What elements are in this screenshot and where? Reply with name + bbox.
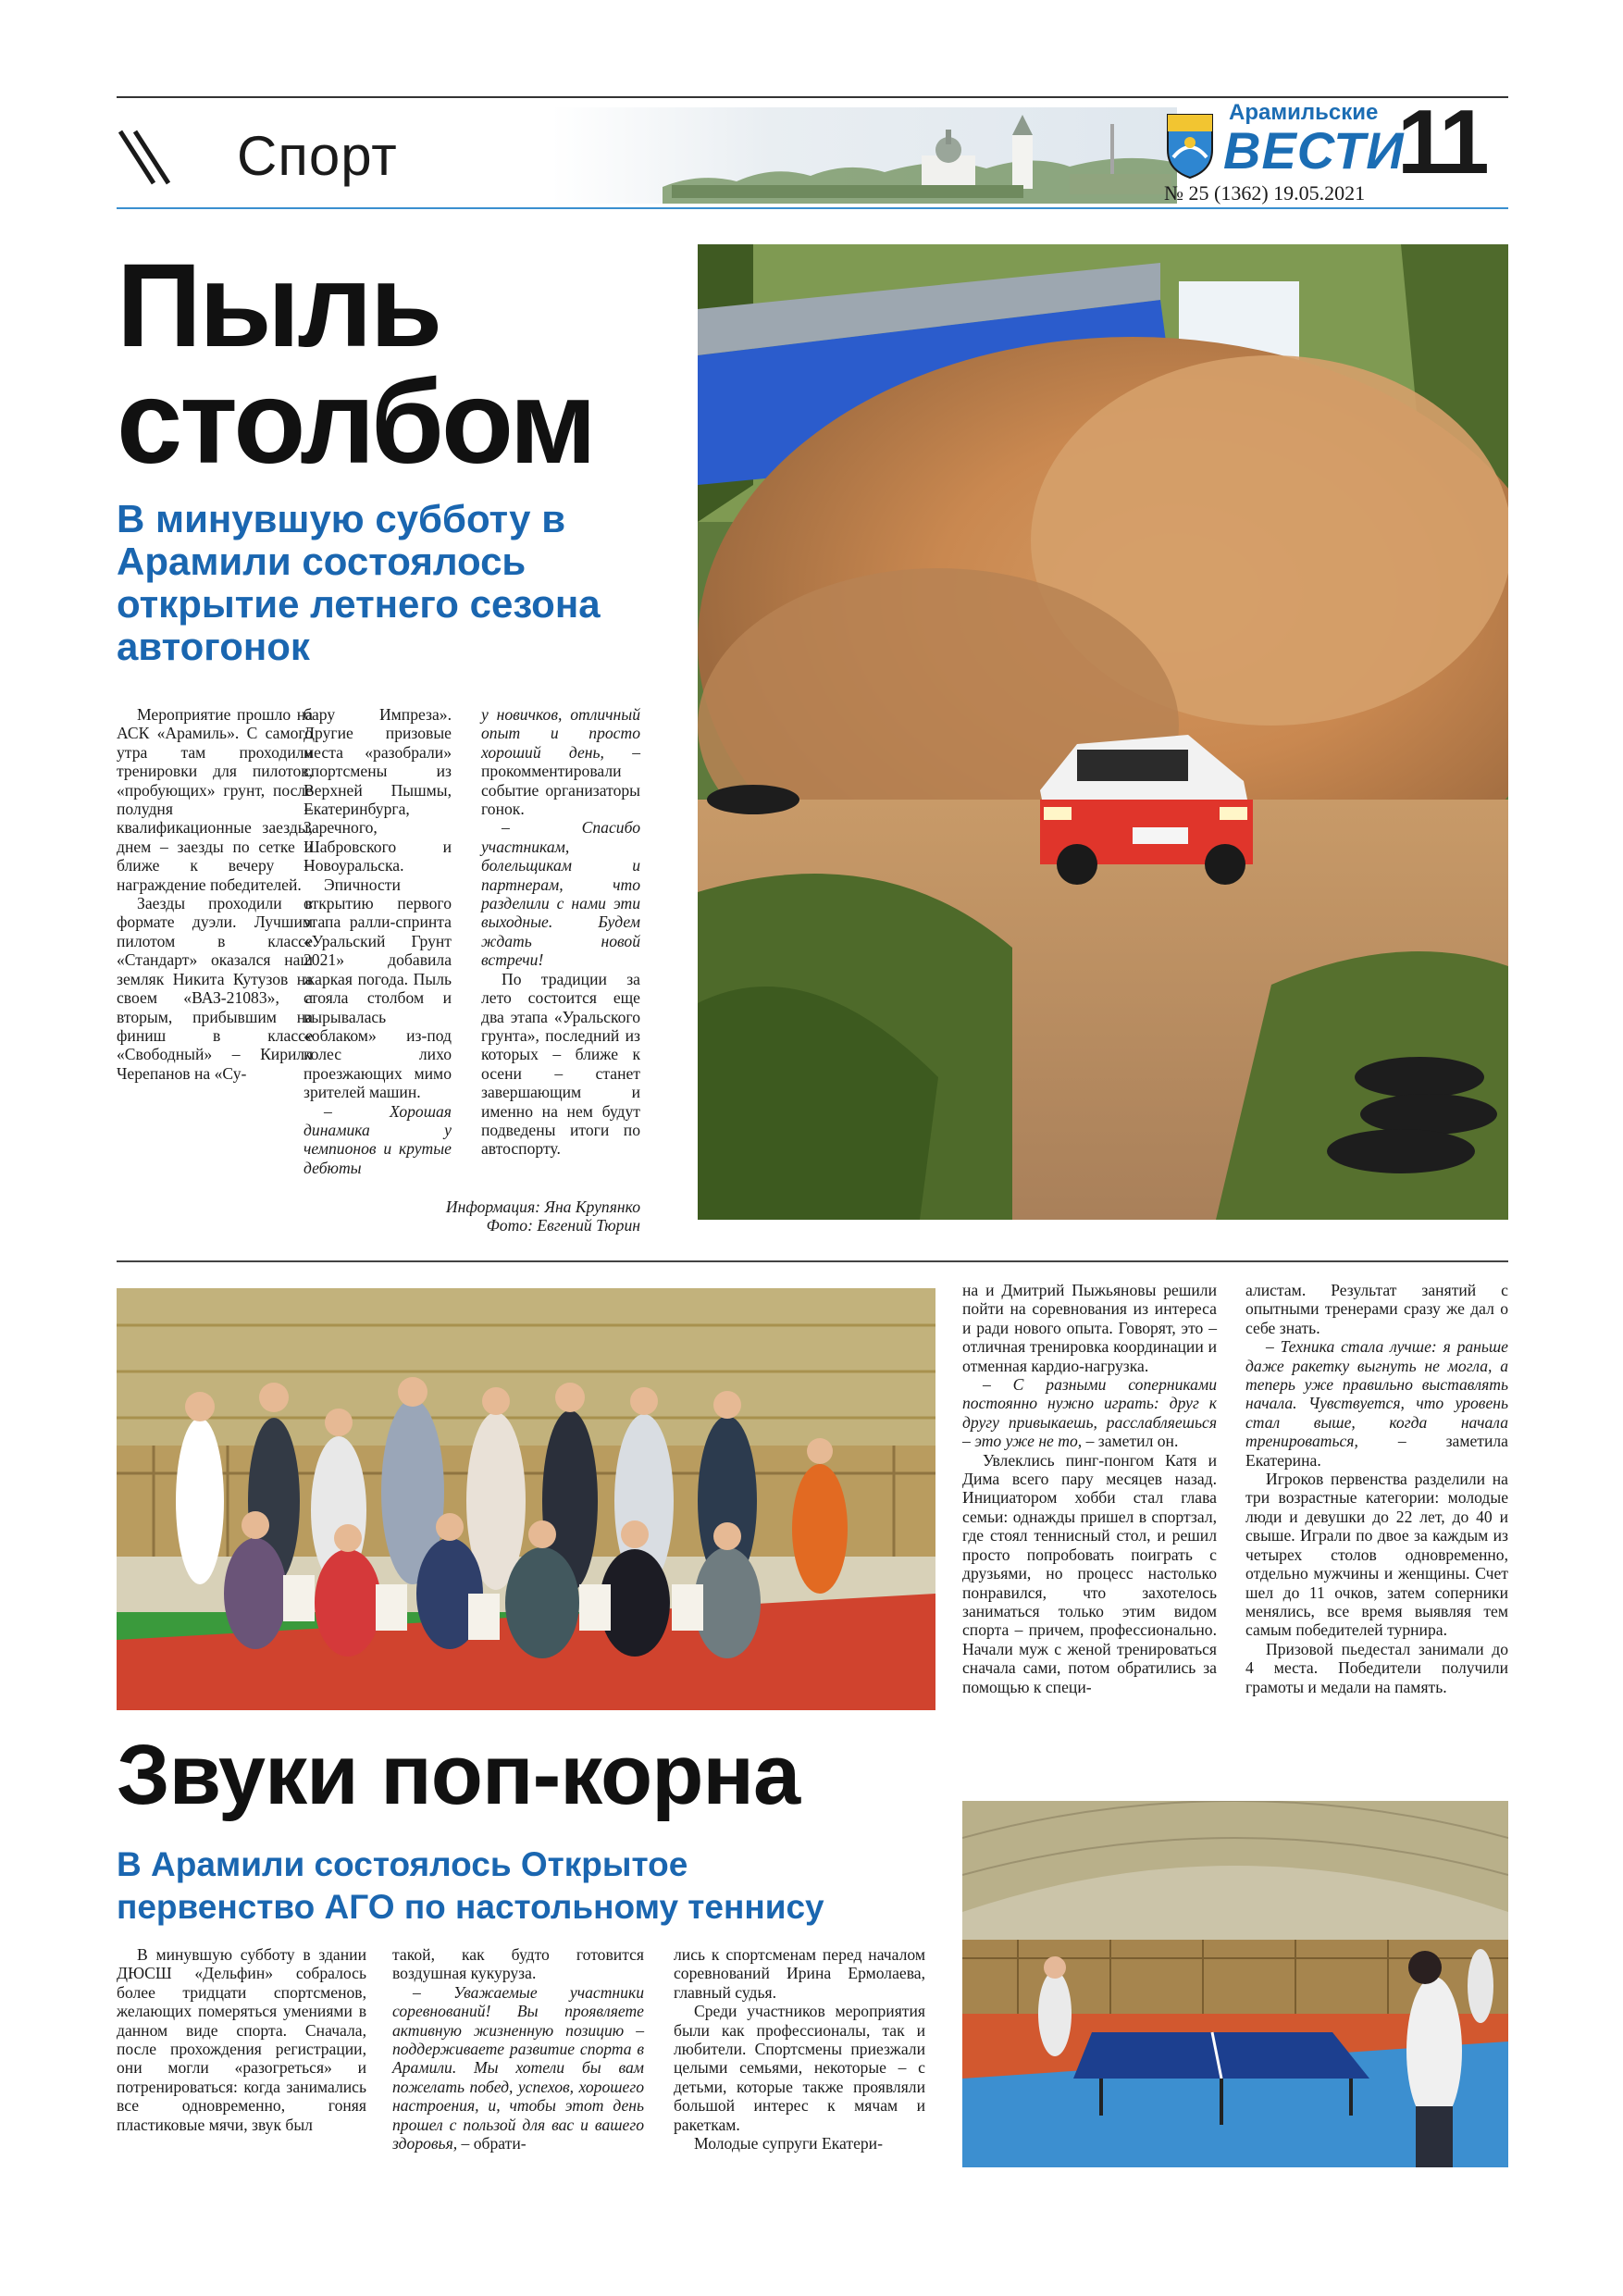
article2-column-2 bbox=[392, 1945, 644, 2153]
text: – прокомментировали событие организаторы гонок. bbox=[481, 742, 640, 819]
article1-title bbox=[117, 240, 709, 489]
article2-subtitle bbox=[117, 1843, 949, 1929]
logo-title: ВЕСТИ bbox=[1223, 121, 1405, 180]
rally-car-photo bbox=[698, 244, 1508, 1220]
table-tennis-match-photo bbox=[962, 1801, 1508, 2167]
credit-photo: Фото: Евгений Тюрин bbox=[486, 1216, 640, 1235]
quote: у новичков, отличный опыт и просто хороший день, bbox=[481, 705, 640, 762]
section-title: Спорт bbox=[237, 125, 398, 187]
paragraph: Эпичности открытию первого этапа ралли-спринта «Уральский Грунт 2021» добавила жаркая погода. Пыль стояла столбом и вырывалась «облаком» из-под колес лихо проезжающих мимо зрителей машин. bbox=[304, 875, 452, 1102]
paragraph: Заезды проходили в формате дуэли. Лучшим пилотом в классе «Стандарт» оказался наш земляк Никита Кутузов на своем «ВАЗ-21083», а вторым, прибывшим на финиш в классе «Свободный» – Кирилл Черепанов на «Су- bbox=[117, 894, 313, 1083]
article1-column-1 bbox=[117, 705, 313, 1083]
credit-info: Информация: Яна Крупянко bbox=[445, 1198, 640, 1216]
article2-column-1 bbox=[117, 1945, 366, 2134]
paragraph: лись к спортсменам перед началом соревнований Ирина Ермолаева, главный судья. bbox=[674, 1945, 925, 2002]
article1-title-line1: Пыль bbox=[117, 240, 440, 372]
paragraph: такой, как будто готовится воздушная кукуруза. bbox=[392, 1945, 644, 1983]
logo-subtitle: Арамильские bbox=[1229, 100, 1379, 125]
article1-column-3 bbox=[481, 705, 640, 1159]
paragraph: Игроков первенства разделили на три возрастные категории: молодые люди и девушки до 22 лет, до 40 и свыше. Играли по двое за каждым из четырех столов одновременно, отдельно мужчины и женщины. Счет шел до 11 очков, затем соперники менялись, все время выявляя тем самым победителей турнира. bbox=[1245, 1470, 1508, 1640]
quote: – Уважаемые участники соревнований! Вы проявляете активную жизненную позицию – поддерживаете развитие спорта в Арамили. Мы хотели бы вам пожелать побед, успехов, хорошего настроения, и, чтобы этот день прошел с пользой для вас и вашего здоровья, bbox=[392, 1982, 644, 2153]
paragraph: алистам. Результат занятий с опытными тренерами сразу же дал о себе знать. bbox=[1245, 1281, 1508, 1337]
section-slashes-icon bbox=[117, 128, 172, 187]
article2-column-5 bbox=[1245, 1281, 1508, 1696]
quote: – Спасибо участникам, болельщикам и партнерам, что разделили с нами эти выходные. Будем ждать новой встречи! bbox=[481, 818, 640, 970]
tennis-participants-group-photo bbox=[117, 1288, 935, 1710]
paragraph: бару Импреза». Другие призовые места «разобрали» спортсмены из Верхней Пышмы, Екатеринбурга, Заречного, Шабровского и Новоуральска. bbox=[304, 705, 452, 875]
aramil-coat-of-arms-icon bbox=[1164, 109, 1216, 180]
paragraph: В минувшую субботу в здании ДЮСШ «Дельфин» собралось более тридцати спортсменов, желающих померяться умениями в данном виде спорта. Сначала, после прохождения регистрации, они могли «разогреться» и потренироваться: когда занимались все одновременно, гоняя пластиковые мячи, звук был bbox=[117, 1945, 366, 2134]
article1-column-2 bbox=[304, 705, 452, 1177]
header-top-rule bbox=[117, 96, 1508, 98]
issue-info: № 25 (1362) 19.05.2021 bbox=[1164, 181, 1366, 205]
text: – заметила Екатерина. bbox=[1245, 1432, 1508, 1470]
text: – обрати- bbox=[457, 2134, 527, 2153]
article2-title: Звуки поп-корна bbox=[117, 1728, 800, 1822]
article-divider bbox=[117, 1260, 1508, 1262]
paragraph: По традиции за лето состоится еще два этапа «Уральского грунта», последний из которых – ближе к осени – станет завершающим и именно на нем будут подведены итоги по автоспорту. bbox=[481, 969, 640, 1159]
paragraph: Среди участников мероприятия были как профессионалы, так и любители. Спортсмены приезжали целыми семьями, некоторые – с детьми, которые также проявляли большой интерес к мячам и ракеткам. bbox=[674, 2002, 925, 2134]
paragraph: Мероприятие прошло на АСК «Арамиль». С самого утра там проходили тренировки для пилотов, «пробующих» грунт, после полудня – квалификационные заезды, днем – заезды по сетке и ближе к вечеру – награждение победителей. bbox=[117, 705, 313, 894]
article1-credits bbox=[333, 1198, 640, 1235]
paragraph: Увлеклись пинг-понгом Катя и Дима всего пару месяцев назад. Инициатором хобби стал глава семьи: однажды пришел в спортзал, где стоял теннисный стол, и решил просто попробовать поиграть с друзьями, но процесс настолько понравился, что захотелось заниматься только этим видом спорта – причем, профессионально. Начали муж с женой тренироваться сначала сами, потом обратились за помощью к специ- bbox=[962, 1450, 1217, 1696]
text: – заметил он. bbox=[1082, 1432, 1179, 1451]
paragraph: Молодые супруги Екатери- bbox=[694, 2134, 883, 2153]
article1-subtitle: В минувшую субботу в Арамили состоялось открытие летнего сезона автогонок bbox=[117, 497, 601, 668]
header-bottom-rule bbox=[117, 207, 1508, 209]
quote: – Техника стала лучше: я раньше даже ракетку выгнуть не могла, а теперь уже правильно выставлять начала. Чувствуется, что уровень стал выше, когда начала тренироваться, bbox=[1245, 1337, 1508, 1451]
quote: – С разными соперниками постоянно нужно играть: друг к другу привыкаешь, расслабляешься – это уже не то, bbox=[962, 1375, 1217, 1451]
paragraph: Призовой пьедестал занимали до 4 места. Победители получили грамоты и медали на память. bbox=[1245, 1639, 1508, 1696]
article2-column-4 bbox=[962, 1281, 1217, 1696]
town-skyline-image bbox=[551, 107, 1177, 204]
paragraph: на и Дмитрий Пыжьяновы решили пойти на соревнования из интереса и ради нового опыта. Говорят, это – отличная тренировка координации и отменная кардио-нагрузка. bbox=[962, 1281, 1217, 1375]
page-number: 11 bbox=[1397, 91, 1486, 192]
article2-subtitle-line1: В Арамили состоялось Открытое bbox=[117, 1845, 688, 1883]
article2-column-3 bbox=[674, 1945, 925, 2153]
article1-title-line2: столбом bbox=[117, 356, 595, 489]
quote: – Хорошая динамика у чемпионов и крутые дебюты bbox=[304, 1101, 452, 1177]
article2-subtitle-line2: первенство АГО по настольному теннису bbox=[117, 1888, 824, 1926]
